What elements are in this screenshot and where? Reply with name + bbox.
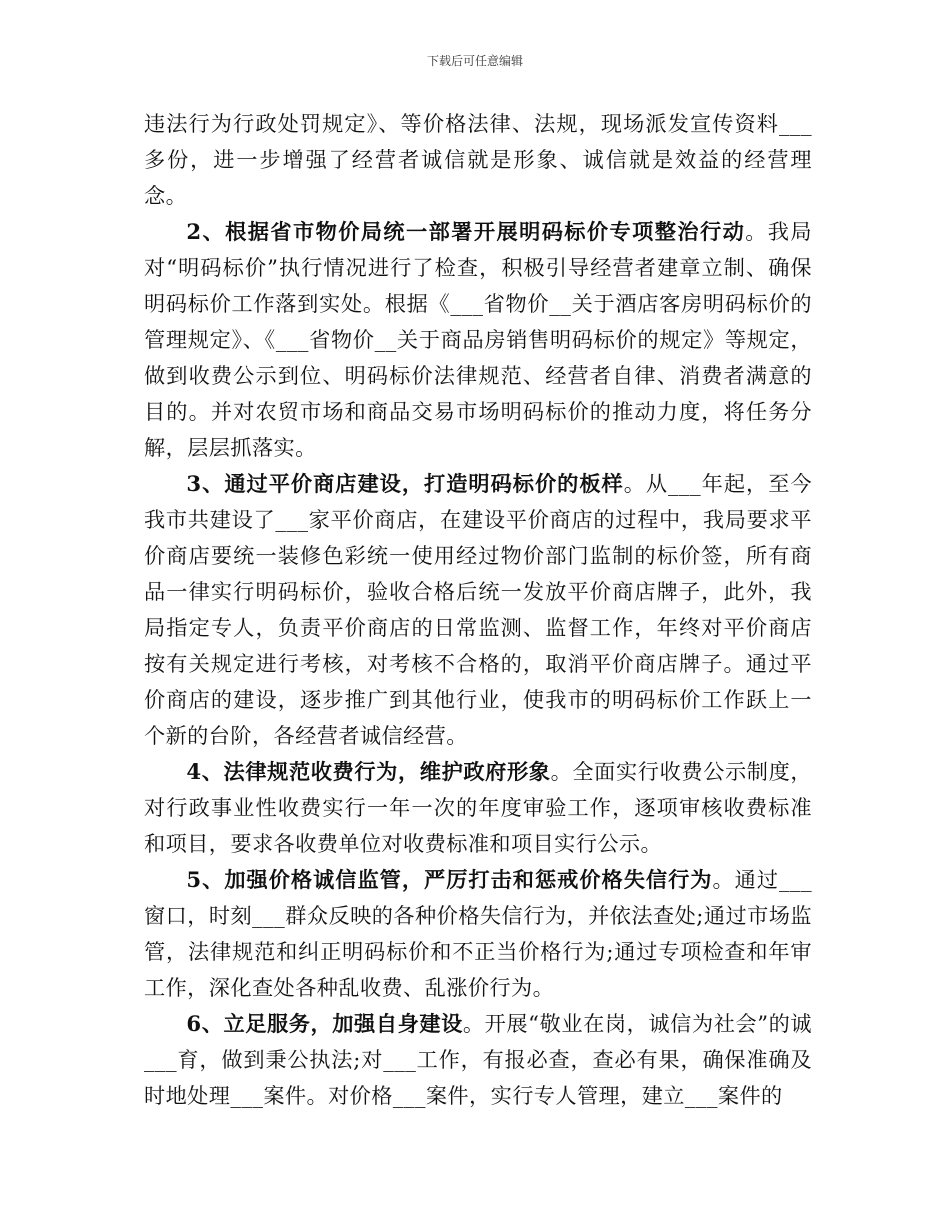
- paragraph-item-5: [144, 862, 812, 1006]
- paragraph-continuation: [144, 106, 812, 214]
- paragraph-heading: 5、加强价格诚信监管，严厉打击和惩戒价格失信行为: [186, 867, 713, 892]
- paragraph-text: 。全面实行收费公示制度，对行政事业性收费实行一年一次的年度审验工作，逐项审核收费标准和项目，要求各收费单位对收费标准和项目实行公示。: [144, 759, 812, 856]
- page-header: 下载后可任意编辑: [426, 54, 523, 68]
- paragraph-heading: 3、通过平价商店建设，打造明码标价的板样: [186, 471, 624, 496]
- document-body: [144, 106, 812, 1114]
- paragraph-heading: 2、根据省市物价局统一部署开展明码标价专项整治行动: [186, 219, 746, 244]
- paragraph-item-4: [144, 754, 812, 862]
- paragraph-item-3: [144, 466, 812, 754]
- paragraph-text: 。我局对“明码标价”执行情况进行了检查，积极引导经营者建章立制、确保明码标价工作落到实处。根据《___省物价__关于酒店客房明码标价的管理规定》、《___省物价__关于商品房销售明码标价的规定》等规定，做到收费公示到位、明码标价法律规范、经营者自律、消费者满意的目的。并对农贸市场和商品交易市场明码标价的推动力度，将任务分解，层层抓落实。: [144, 219, 812, 460]
- paragraph-text: 。开展“敬业在岗，诚信为社会”的诚___育，做到秉公执法;对___工作，有报必查，查必有果，确保准确及时地处理___案件。对价格___案件，实行专人管理，建立___案件的: [144, 1011, 812, 1108]
- paragraph-heading: 6、立足服务，加强自身建设: [186, 1011, 463, 1036]
- paragraph-heading: 4、法律规范收费行为，维护政府形象: [186, 759, 551, 784]
- paragraph-text: 。通过___窗口，时刻___群众反映的各种价格失信行为，并依法查处;通过市场监管，法律规范和纠正明码标价和不正当价格行为;通过专项检查和年审工作，深化查处各种乱收费、乱涨价行为。: [144, 867, 812, 1000]
- paragraph-text: 。从___年起，至今我市共建设了___家平价商店，在建设平价商店的过程中，我局要求平价商店要统一装修色彩统一使用经过物价部门监制的标价签，所有商品一律实行明码标价，验收合格后统一发放平价商店牌子，此外，我局指定专人，负责平价商店的日常监测、监督工作，年终对平价商店按有关规定进行考核，对考核不合格的，取消平价商店牌子。通过平价商店的建设，逐步推广到其他行业，使我市的明码标价工作跃上一个新的台阶，各经营者诚信经营。: [144, 471, 812, 748]
- paragraph-text: 违法行为行政处罚规定》、等价格法律、法规，现场派发宣传资料___多份，进一步增强了经营者诚信就是形象、诚信就是效益的经营理念。: [144, 111, 812, 208]
- paragraph-item-6: [144, 1006, 812, 1114]
- paragraph-item-2: [144, 214, 812, 466]
